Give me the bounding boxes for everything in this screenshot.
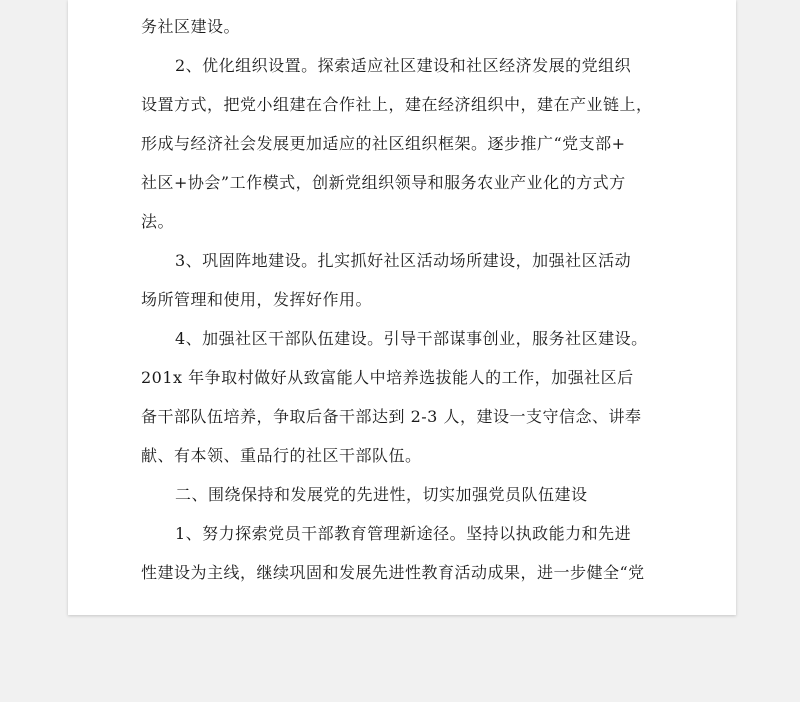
body-text-line: 社区+协会”工作模式，创新党组织领导和服务农业产业化的方式方 — [141, 173, 626, 192]
body-text-line: 2、优化组织设置。探索适应社区建设和社区经济发展的党组织 — [175, 56, 632, 75]
body-text-line: 4、加强社区干部队伍建设。引导干部谋事创业，服务社区建设。 — [175, 329, 648, 348]
body-text-line: 1、努力探索党员干部教育管理新途径。坚持以执政能力和先进 — [175, 524, 632, 543]
body-text-line: 备干部队伍培养，争取后备干部达到 2-3 人，建设一支守信念、讲奉 — [141, 407, 642, 426]
document-page — [68, 0, 736, 615]
section-heading: 二、围绕保持和发展党的先进性，切实加强党员队伍建设 — [175, 485, 588, 504]
body-text-line: 设置方式，把党小组建在合作社上，建在经济组织中，建在产业链上， — [141, 95, 653, 114]
body-text-line: 性建设为主线，继续巩固和发展先进性教育活动成果，进一步健全“党 — [141, 563, 645, 582]
body-text-line: 献、有本领、重品行的社区干部队伍。 — [141, 446, 422, 465]
document-body — [141, 7, 663, 592]
body-text-line: 形成与经济社会发展更加适应的社区组织框架。逐步推广“党支部+ — [141, 134, 626, 153]
body-text-line: 201x 年争取村做好从致富能人中培养选拔能人的工作，加强社区后 — [141, 368, 634, 387]
body-text-line: 场所管理和使用，发挥好作用。 — [141, 290, 373, 309]
body-text-line: 务社区建设。 — [141, 17, 241, 36]
body-text-line: 法。 — [141, 212, 175, 231]
body-text-line: 3、巩固阵地建设。扎实抓好社区活动场所建设，加强社区活动 — [175, 251, 632, 270]
